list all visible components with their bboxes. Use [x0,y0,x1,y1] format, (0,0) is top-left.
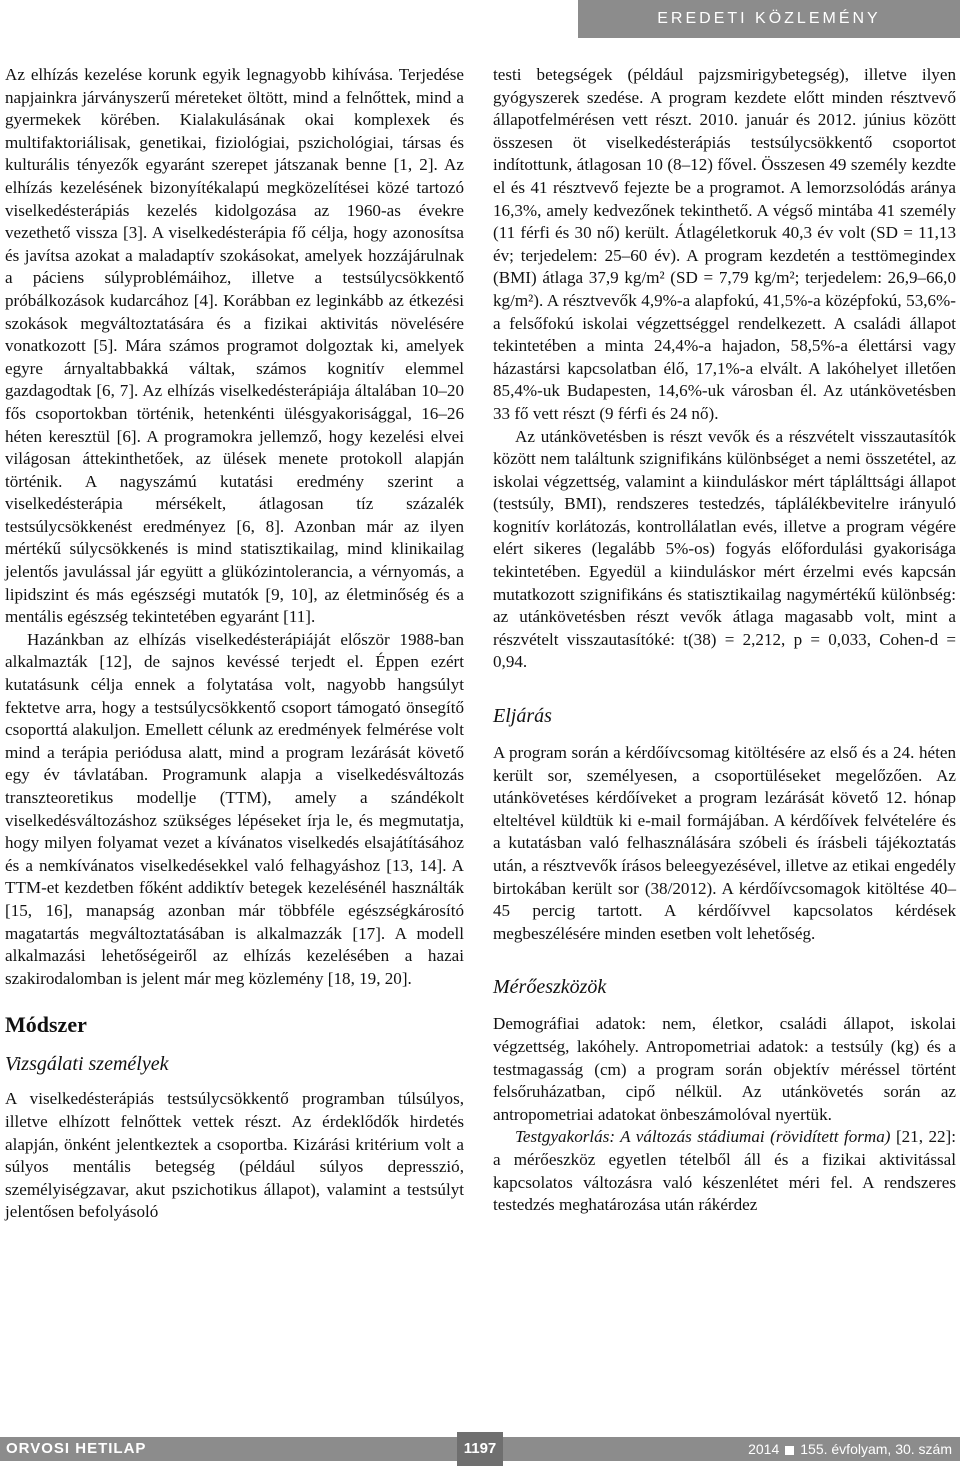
issue-volume: 155. évfolyam, 30. szám [800,1441,952,1457]
heading-procedure: Eljárás [493,705,552,728]
left-column [5,64,464,1224]
paragraph-sample: testi betegségek (például pajzsmirigybetegség), illetve ilyen gyógyszerek szedése. A program kezdete előtt minden résztvevő állapotfelmérésen vett részt. 2010. január és 2012. június között összesen öt viselkedésterápiás testsúlycsökkentő csoportot indítottunk, átlagosan 10 (8–12) fővel. Összesen 49 személy kezdte el és 41 résztvevő fejezte be a programot. A lemorzsolódás aránya 16,3%, amely kedvezőnek tekinthető. A végső mintába 41 személy (11 férfi és 30 nő) került. Átlagéletkoruk 40,3 év volt (SD = 11,13 év; terjedelem: 25–60 év). A program kezdetén a testtömegindex (BMI) átlaga 37,9 kg/m² (SD = 7,79 kg/m²; terjedelem: 26,9–66,0 kg/m²). A résztvevők 4,9%-a alapfokú, 41,5%-a középfokú, 53,6%-a felsőfokú iskolai végzettséggel rendelkezett. A családi állapot tekintetében a minta 24,4%-a hajadon, 58,5%-a élettársi vagy házastársi kapcsolatban élő, 17,1%-a elvált. A lakóhelyet illetően 85,4%-uk Budapesten, 14,6%-uk városban él. Az utánkövetésben 33 fő vett részt (9 férfi és 24 nő). [493,65,956,423]
journal-name: ORVOSI HETILAP [6,1440,147,1457]
heading-subjects: Vizsgálati személyek [5,1053,169,1076]
paragraph-procedure: A program során a kérdőívcsomag kitöltésére az első és a 24. héten került sor, személyesen, a csoportüléseket megelőzően. Az utánkövetéses kérdőíveket a program lezárását követő 12. hónap elteltével küldtük ki e-mail formájában. A kérdőívek felvételére és a kutatásban való felhasználására szóbeli és írásbeli tájékoztatás után, a résztvevők írásos beleegyezésével, illetve az etikai engedély birtokában került sor (38/2012). A kérdőívcsomagok kitöltése 40–45 percig tartott. A kérdőívvel kapcsolatos kérdések megbeszélésére minden esetben volt lehetőség. [493,743,956,943]
paragraph-intro: Az elhízás kezelése korunk egyik legnagyobb kihívása. Terjedése napjainkra járványszerű méreteket öltött, mind a felnőttek, mind a gyermekek körében. Kialakulásának okai komplexek és multifaktoriálisak, genetikai, fiziológiai, pszichológiai, társas és kulturális tényezők egyaránt szerepet játszanak benne [1, 2]. Az elhízás kezelésének bizonyítékalapú megközelítései közé tartozó viselkedésterápiás kezelés kidolgozása az 1960-as évekre vezethető vissza [3]. A viselkedésterápia fő célja, hogy azonosítsa és javítsa azokat a maladaptív szokásokat, amelyek hozzájárulnak a páciens súlyproblémáihoz, illetve a testsúlycsökkentő próbálkozások kudarcához [4]. Korábban ez leginkább az étkezési szokások megváltoztatására és a fizikai aktivitás növelésére vonatkozott [5]. Mára számos programot dolgoztak ki, amelyek egyre árnyaltabbakká váltak, számos kognitív elemmel gazdagodtak [6, 7]. Az elhízás viselkedésterápiája általában 10–20 fős csoportokban történik, hetenkénti ülésgyakorisággal, 16–26 héten keresztül [6]. A programokra jellemző, hogy kezelési elvei világosan áttekinthetőek, az ülések menete protokoll alapján történik. A nagyszámú kutatási eredmény szerint a viselkedésterápia mérsékelt, átlagosan tíz százalék testsúlycsökkenést eredményez [6, 8]. Azonban már az ilyen mértékű súlycsökkenés is mind statisztikailag, mind klinikailag jelentős javulással jár együtt a glükózintolerancia, a vérnyomás, a lipidszint és más egészségi mutatók [9, 10], az életminőség és a mentális egészség tekintetében egyaránt [11]. [5,65,464,627]
paragraph-demographics: Demográfiai adatok: nem, életkor, családi állapot, iskolai végzettség, lakóhely. Antropometriai adatok: a testsúly (kg) és a testmagasság (cm) a program során objektív méréssel történt felsőruházatban, cipő nélkül. Az utánkövetés során az antropometriai adatokat önbeszámolóval nyertük. [493,1014,956,1124]
exercise-scale-text: [21, 22]: a mérőeszköz egyetlen tételből áll és a fizikai aktivitással kapcsolatos változásra való készenlétet méri fel. A rendszeres testedzés meghatározása után rákérdez [493,1127,956,1215]
paragraph-aims: Hazánkban az elhízás viselkedésterápiáját először 1988-ban alkalmazták [12], de sajnos kevéssé terjedt el. Éppen ezért kutatásunk célja ennek a folytatása volt, nagyobb hangsúlyt fektetve arra, hogy a testsúlycsökkentő csoport támogató önsegítő csoporttá alakuljon. Emellett célunk az eredmények felmérése volt mind a terápia periódusa alatt, mind a program lezárását követő egy év távlatában. Programunk alapja a viselkedésváltozás transzteoretikus modellje (TTM), amely a szándékolt viselkedésváltozáshoz szükséges lépéseket írja le, és megmutatja, hogy milyen folyamat vezet a kívánatos viselkedés elsajátításához és a nemkívánatos viselkedésekkel való felhagyáshoz [13, 14]. A TTM-et kezdetben főként addiktív betegek kezelésénél használták [15, 16], manapság azonban már többféle egészségkárosító magatartás megváltoztatásában is alkalmazzák [17]. A modell alkalmazási lehetőségeiről az elhízás kezelésében a hazai szakirodalomban is jelent már meg közlemény [18, 19, 20]. [5,629,464,988]
paragraph-subjects: A viselkedésterápiás testsúlycsökkentő programban túlsúlyos, illetve elhízott felnőttek vettek részt. Az érdeklődők hirdetés alapján, önként jelentkeztek a csoportba. Kizárási kritérium volt a súlyos mentális betegség (például súlyos depresszió, személyiségzavar, akut pszichotikus állapot), valamint a testsúlyt jelentősen befolyásoló [5,1089,464,1222]
paragraph-followup: Az utánkövetésben is részt vevők és a részvételt visszautasítók között nem találtunk szignifikáns különbséget a nemi összetétel, az iskolai végzettség, valamint a kiinduláskor mért táplálttsági állapot (testsúly, BMI), rendszeres testedzés, táplálékbevitelre irányuló kognitív korlátozás, kontrollálatlan evés, illetve a program végére elért sikeres (legalább 5%-os) fogyás előfordulási gyakorisága tekintetében. Egyedül a kiinduláskor mért érzelmi evés kapcsán mutatkozott szignifikáns és statisztikailag nagymértékű különbség: az utánkövetésben részt vevők átlaga magasabb volt, mint a részvételt visszautasítóké: t(38) = 2,212, p = 0,033, Cohen-d = 0,94. [493,426,956,672]
paragraph-exercise [493,1126,956,1216]
section-tag: EREDETI KÖZLEMÉNY [578,0,960,38]
square-bullet-icon [785,1446,794,1455]
issue-year: 2014 [748,1441,780,1457]
heading-instruments: Mérőeszközök [493,976,607,999]
right-column [493,64,956,1217]
page-number: 1197 [457,1432,503,1466]
exercise-scale-title: Testgyakorlás: A változás stádiumai (rövidített forma) [515,1127,891,1147]
header-band [0,0,960,42]
footer [0,1428,960,1470]
issue-info [748,1437,952,1461]
heading-method: Módszer [5,1012,87,1038]
